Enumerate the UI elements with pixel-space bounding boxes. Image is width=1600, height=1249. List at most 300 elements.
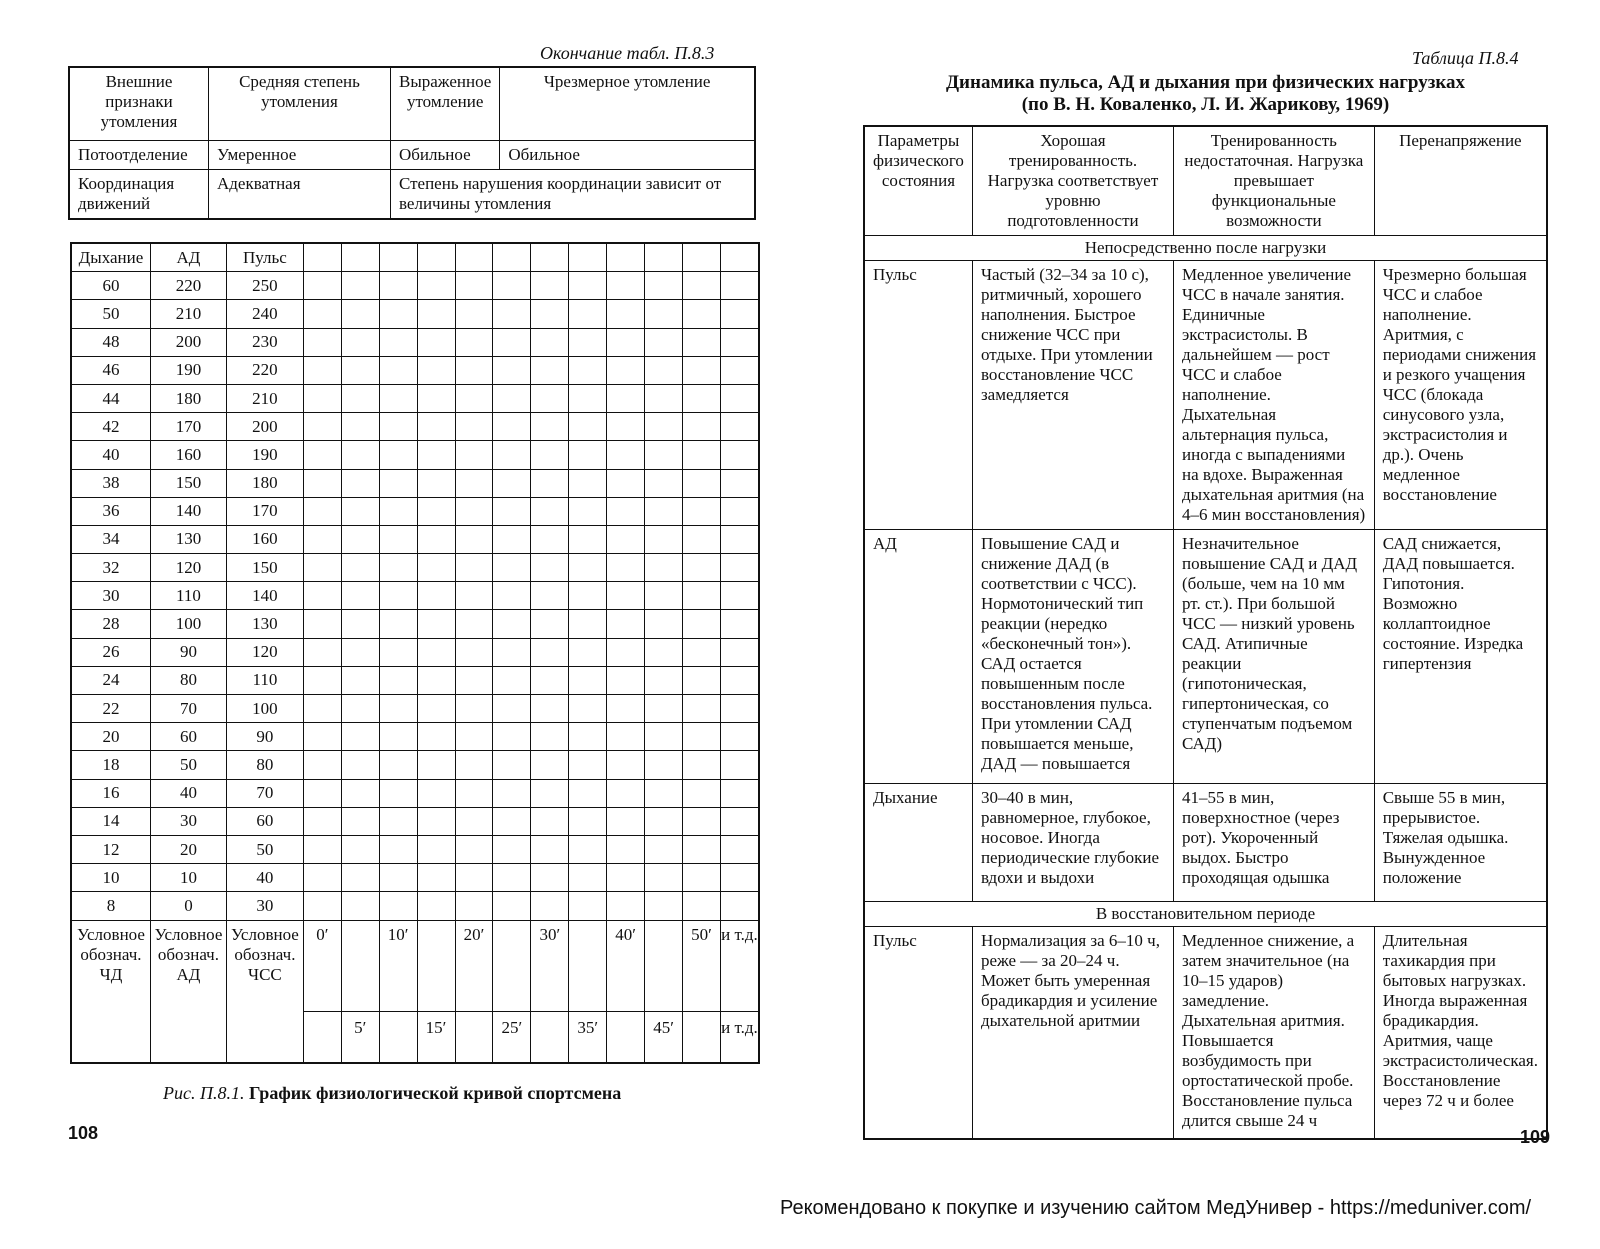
grid-empty-cell [379, 554, 417, 582]
grid-value-cell: 40 [71, 441, 150, 469]
grid-empty-cell [379, 300, 417, 328]
grid-empty-cell [645, 666, 683, 694]
grid-empty-cell [493, 441, 531, 469]
grid-empty-cell [493, 779, 531, 807]
grid-empty-cell [379, 384, 417, 412]
caption-text: График физиологической кривой спортсмена [248, 1083, 622, 1103]
time-mark-bottom: 15′ [417, 1011, 455, 1063]
grid-value-cell: 210 [150, 300, 226, 328]
grid-empty-cell [455, 779, 493, 807]
grid-empty-cell [531, 807, 569, 835]
grid-empty-cell [683, 243, 721, 272]
grid-empty-cell [455, 413, 493, 441]
grid-empty-cell [417, 835, 455, 863]
physiological-curve-grid [70, 242, 760, 1064]
header-cell: Внешние признаки утомления [69, 67, 209, 141]
grid-empty-cell [341, 807, 379, 835]
time-mark-top [493, 920, 531, 1011]
time-mark-bottom [379, 1011, 417, 1063]
time-mark-top: 10′ [379, 920, 417, 1011]
grid-empty-cell [607, 835, 645, 863]
time-mark-top [417, 920, 455, 1011]
grid-empty-cell [683, 582, 721, 610]
table-cell: Потоотделение [69, 141, 209, 170]
grid-empty-cell [645, 892, 683, 920]
grid-value-cell: 42 [71, 413, 150, 441]
grid-row [71, 300, 759, 328]
grid-empty-cell [531, 497, 569, 525]
grid-empty-cell [379, 272, 417, 300]
grid-empty-cell [303, 892, 341, 920]
grid-value-cell: 130 [226, 610, 303, 638]
grid-row [71, 835, 759, 863]
grid-value-cell: 100 [150, 610, 226, 638]
grid-empty-cell [417, 469, 455, 497]
grid-empty-cell [531, 638, 569, 666]
grid-empty-cell [607, 243, 645, 272]
table-cell: Чрезмерно большая ЧСС и слабое наполнение. Аритмия, с периодами снижения и резкого учащения ЧСС (блокада синусового узла, экстрасистолия и др.). Очень медленное восстановление [1374, 261, 1547, 530]
grid-empty-cell [303, 243, 341, 272]
grid-empty-cell [417, 807, 455, 835]
grid-empty-cell [569, 807, 607, 835]
grid-empty-cell [341, 892, 379, 920]
grid-empty-cell [455, 864, 493, 892]
grid-empty-cell [569, 582, 607, 610]
time-mark-top: 0′ [303, 920, 341, 1011]
grid-value-cell: 16 [71, 779, 150, 807]
table-title [863, 72, 1548, 116]
grid-empty-cell [531, 835, 569, 863]
grid-value-cell: 36 [71, 497, 150, 525]
grid-legend-cell: Условное обознач. ЧД [71, 920, 150, 1063]
grid-value-cell: 48 [71, 328, 150, 356]
grid-empty-cell [720, 243, 759, 272]
grid-empty-cell [720, 807, 759, 835]
grid-empty-cell [569, 666, 607, 694]
table-cell: Повышение САД и снижение ДАД (в соответствии с ЧСС). Нормотонический тип реакции (нередко «бесконечный тон»). САД остается повышенным после восстановления пульса. При утомлении САД повышается меньше, ДАД — повышается [972, 530, 1173, 784]
grid-empty-cell [607, 751, 645, 779]
grid-empty-cell [569, 272, 607, 300]
grid-empty-cell [683, 469, 721, 497]
grid-empty-cell [683, 666, 721, 694]
grid-value-cell: 120 [226, 638, 303, 666]
table-cell: Обильное [391, 141, 500, 170]
grid-empty-cell [455, 243, 493, 272]
grid-value-cell: 50 [71, 300, 150, 328]
table-cell: Незначительное повышение САД и ДАД (больше, чем на 10 мм рт. ст.). При большой ЧСС — низкий уровень САД. Атипичные реакции (гипотоническая, гипертоническая, со ступенчатым подъемом САД) [1174, 530, 1375, 784]
pulse-bp-breathing-table [863, 125, 1548, 1140]
grid-empty-cell [341, 666, 379, 694]
grid-empty-cell [531, 779, 569, 807]
table-continuation-label: Окончание табл. П.8.3 [540, 43, 715, 63]
grid-empty-cell [493, 638, 531, 666]
grid-empty-cell [531, 666, 569, 694]
grid-value-cell: 100 [226, 695, 303, 723]
grid-empty-cell [303, 582, 341, 610]
grid-empty-cell [417, 610, 455, 638]
grid-empty-cell [341, 779, 379, 807]
grid-empty-cell [607, 695, 645, 723]
table-title-line1: Динамика пульса, АД и дыхания при физических нагрузках [945, 72, 1465, 93]
grid-empty-cell [531, 610, 569, 638]
grid-empty-cell [303, 638, 341, 666]
grid-empty-cell [303, 525, 341, 553]
grid-empty-cell [341, 469, 379, 497]
grid-header-row [71, 243, 759, 272]
grid-empty-cell [683, 525, 721, 553]
section-heading: В восстановительном периоде [864, 902, 1547, 927]
grid-row [71, 892, 759, 920]
grid-empty-cell [683, 835, 721, 863]
grid-empty-cell [493, 835, 531, 863]
grid-empty-cell [379, 638, 417, 666]
grid-empty-cell [303, 807, 341, 835]
grid-empty-cell [645, 328, 683, 356]
grid-value-cell: 20 [71, 723, 150, 751]
table-cell: Обильное [500, 141, 755, 170]
grid-empty-cell [607, 384, 645, 412]
table-cell: Длительная тахикардия при бытовых нагрузках. Иногда выраженная брадикардия. Аритмия, чаще экстрасистолическая. Восстановление через 72 ч и более [1374, 927, 1547, 1139]
grid-empty-cell [569, 723, 607, 751]
grid-empty-cell [645, 864, 683, 892]
time-mark-bottom: 35′ [569, 1011, 607, 1063]
grid-empty-cell [531, 525, 569, 553]
grid-header-cell: Дыхание [71, 243, 150, 272]
grid-empty-cell [341, 582, 379, 610]
grid-empty-cell [645, 554, 683, 582]
grid-header-cell: Пульс [226, 243, 303, 272]
grid-empty-cell [569, 328, 607, 356]
grid-empty-cell [569, 835, 607, 863]
grid-empty-cell [645, 638, 683, 666]
grid-empty-cell [645, 525, 683, 553]
grid-empty-cell [455, 892, 493, 920]
grid-empty-cell [455, 554, 493, 582]
fatigue-table [68, 66, 756, 220]
param-cell: Дыхание [864, 784, 972, 902]
grid-empty-cell [607, 582, 645, 610]
grid-value-cell: 200 [150, 328, 226, 356]
grid-empty-cell [607, 441, 645, 469]
grid-empty-cell [607, 272, 645, 300]
grid-value-cell: 160 [226, 525, 303, 553]
grid-empty-cell [720, 723, 759, 751]
grid-row [71, 582, 759, 610]
table-cell: Медленное увеличение ЧСС в начале занятия. Единичные экстрасистолы. В дальнейшем — рост ЧСС и слабое наполнение. Дыхательная альтернация пульса, иногда с выпадениями на вдохе. Выраженная дыхательная аритмия (на 4–6 мин восстановления) [1174, 261, 1375, 530]
grid-empty-cell [531, 723, 569, 751]
grid-empty-cell [720, 835, 759, 863]
grid-row [71, 272, 759, 300]
grid-empty-cell [569, 413, 607, 441]
grid-value-cell: 50 [150, 751, 226, 779]
grid-empty-cell [683, 356, 721, 384]
grid-empty-cell [341, 723, 379, 751]
grid-empty-cell [720, 892, 759, 920]
table-cell: 30–40 в мин, равномерное, глубокое, носовое. Иногда периодические глубокие вдохи и выдохи [972, 784, 1173, 902]
grid-empty-cell [417, 300, 455, 328]
grid-empty-cell [303, 666, 341, 694]
grid-empty-cell [303, 300, 341, 328]
grid-empty-cell [379, 807, 417, 835]
grid-empty-cell [645, 441, 683, 469]
grid-empty-cell [493, 243, 531, 272]
grid-empty-cell [417, 272, 455, 300]
grid-empty-cell [341, 356, 379, 384]
param-cell: Пульс [864, 261, 972, 530]
grid-value-cell: 0 [150, 892, 226, 920]
grid-empty-cell [683, 413, 721, 441]
grid-empty-cell [379, 243, 417, 272]
grid-value-cell: 80 [226, 751, 303, 779]
grid-empty-cell [379, 695, 417, 723]
grid-empty-cell [531, 892, 569, 920]
grid-value-cell: 170 [150, 413, 226, 441]
grid-empty-cell [455, 835, 493, 863]
grid-empty-cell [569, 610, 607, 638]
grid-value-cell: 120 [150, 554, 226, 582]
grid-value-cell: 230 [226, 328, 303, 356]
grid-empty-cell [569, 638, 607, 666]
grid-empty-cell [341, 384, 379, 412]
grid-empty-cell [303, 413, 341, 441]
grid-empty-cell [683, 328, 721, 356]
table-title-line2: (по В. Н. Коваленко, Л. И. Жарикову, 1969) [1021, 94, 1390, 115]
grid-empty-cell [455, 695, 493, 723]
grid-value-cell: 8 [71, 892, 150, 920]
grid-empty-cell [720, 554, 759, 582]
grid-value-cell: 150 [226, 554, 303, 582]
grid-value-cell: 80 [150, 666, 226, 694]
grid-empty-cell [607, 497, 645, 525]
grid-empty-cell [379, 835, 417, 863]
grid-empty-cell [607, 525, 645, 553]
grid-empty-cell [531, 469, 569, 497]
grid-empty-cell [645, 469, 683, 497]
grid-empty-cell [720, 751, 759, 779]
grid-empty-cell [379, 497, 417, 525]
grid-empty-cell [720, 300, 759, 328]
grid-empty-cell [341, 695, 379, 723]
time-mark-top [645, 920, 683, 1011]
time-mark-bottom [531, 1011, 569, 1063]
grid-value-cell: 60 [226, 807, 303, 835]
grid-row [71, 779, 759, 807]
grid-empty-cell [303, 356, 341, 384]
grid-empty-cell [379, 666, 417, 694]
grid-empty-cell [455, 356, 493, 384]
time-mark-top: и т.д. [720, 920, 759, 1011]
grid-empty-cell [720, 469, 759, 497]
grid-empty-cell [607, 356, 645, 384]
time-mark-top [569, 920, 607, 1011]
grid-empty-cell [531, 328, 569, 356]
grid-empty-cell [417, 356, 455, 384]
grid-empty-cell [531, 300, 569, 328]
grid-empty-cell [341, 554, 379, 582]
header-cell: Средняя степень утомления [209, 67, 391, 141]
footer-banner[interactable]: Рекомендовано к покупке и изучению сайтом МедУнивер - https://meduniver.com/ [780, 1197, 1532, 1219]
grid-empty-cell [645, 807, 683, 835]
grid-empty-cell [341, 751, 379, 779]
grid-value-cell: 110 [150, 582, 226, 610]
grid-value-cell: 28 [71, 610, 150, 638]
grid-empty-cell [720, 582, 759, 610]
grid-empty-cell [493, 356, 531, 384]
grid-empty-cell [455, 469, 493, 497]
table-cell: Свыше 55 в мин, прерывистое. Тяжелая одышка. Вынужденное положение [1374, 784, 1547, 902]
grid-empty-cell [607, 554, 645, 582]
grid-empty-cell [645, 497, 683, 525]
grid-empty-cell [683, 807, 721, 835]
grid-empty-cell [569, 243, 607, 272]
grid-value-cell: 50 [226, 835, 303, 863]
grid-value-cell: 90 [226, 723, 303, 751]
grid-empty-cell [531, 695, 569, 723]
grid-empty-cell [379, 525, 417, 553]
grid-empty-cell [379, 356, 417, 384]
grid-row [71, 610, 759, 638]
grid-empty-cell [720, 638, 759, 666]
grid-empty-cell [569, 779, 607, 807]
grid-empty-cell [493, 525, 531, 553]
grid-empty-cell [417, 328, 455, 356]
grid-value-cell: 60 [150, 723, 226, 751]
grid-legend-cell: Условное обознач. ЧСС [226, 920, 303, 1063]
grid-empty-cell [531, 864, 569, 892]
grid-empty-cell [720, 328, 759, 356]
grid-empty-cell [607, 807, 645, 835]
grid-empty-cell [417, 582, 455, 610]
grid-empty-cell [379, 864, 417, 892]
grid-empty-cell [645, 384, 683, 412]
grid-empty-cell [607, 300, 645, 328]
table-cell: Координация движений [69, 170, 209, 220]
grid-empty-cell [645, 300, 683, 328]
grid-empty-cell [607, 413, 645, 441]
caption-prefix: Рис. П.8.1. [163, 1083, 245, 1103]
grid-empty-cell [455, 300, 493, 328]
grid-empty-cell [607, 723, 645, 751]
header-cell: Параметры физического состояния [864, 126, 972, 236]
grid-value-cell: 12 [71, 835, 150, 863]
grid-empty-cell [341, 497, 379, 525]
grid-value-cell: 190 [226, 441, 303, 469]
grid-empty-cell [720, 384, 759, 412]
grid-value-cell: 30 [150, 807, 226, 835]
grid-value-cell: 38 [71, 469, 150, 497]
grid-value-cell: 60 [71, 272, 150, 300]
grid-value-cell: 180 [150, 384, 226, 412]
grid-value-cell: 160 [150, 441, 226, 469]
page-number-left: 108 [68, 1123, 99, 1143]
grid-empty-cell [569, 356, 607, 384]
grid-empty-cell [493, 666, 531, 694]
grid-header-cell: АД [150, 243, 226, 272]
grid-empty-cell [531, 441, 569, 469]
grid-row [71, 695, 759, 723]
grid-empty-cell [531, 272, 569, 300]
grid-value-cell: 30 [71, 582, 150, 610]
table-cell: САД снижается, ДАД повышается. Гипотония. Возможно коллаптоидное состояние. Изредка гипертензия [1374, 530, 1547, 784]
grid-empty-cell [493, 554, 531, 582]
grid-empty-cell [531, 582, 569, 610]
grid-value-cell: 240 [226, 300, 303, 328]
grid-empty-cell [531, 384, 569, 412]
grid-value-cell: 10 [71, 864, 150, 892]
grid-value-cell: 20 [150, 835, 226, 863]
grid-empty-cell [569, 892, 607, 920]
header-cell: Хорошая тренированность. Нагрузка соответствует уровню подготовленности [972, 126, 1173, 236]
time-mark-bottom [303, 1011, 341, 1063]
grid-empty-cell [645, 751, 683, 779]
grid-empty-cell [569, 864, 607, 892]
grid-value-cell: 30 [226, 892, 303, 920]
grid-empty-cell [455, 328, 493, 356]
grid-empty-cell [379, 328, 417, 356]
grid-value-cell: 26 [71, 638, 150, 666]
grid-empty-cell [493, 751, 531, 779]
grid-row [71, 666, 759, 694]
grid-empty-cell [417, 864, 455, 892]
grid-empty-cell [455, 582, 493, 610]
time-mark-bottom: 5′ [341, 1011, 379, 1063]
grid-value-cell: 10 [150, 864, 226, 892]
grid-empty-cell [683, 723, 721, 751]
grid-empty-cell [683, 610, 721, 638]
param-cell: АД [864, 530, 972, 784]
grid-empty-cell [417, 695, 455, 723]
table-cell: Умеренное [209, 141, 391, 170]
grid-empty-cell [493, 469, 531, 497]
table-cell: 41–55 в мин, поверхностное (через рот). Укороченный выдох. Быстро проходящая одышка [1174, 784, 1375, 902]
grid-empty-cell [379, 892, 417, 920]
grid-empty-cell [493, 864, 531, 892]
grid-empty-cell [645, 835, 683, 863]
grid-empty-cell [303, 497, 341, 525]
grid-legend-cell: Условное обознач. АД [150, 920, 226, 1063]
grid-empty-cell [341, 441, 379, 469]
grid-row [71, 807, 759, 835]
grid-empty-cell [493, 807, 531, 835]
grid-empty-cell [341, 413, 379, 441]
grid-empty-cell [607, 469, 645, 497]
grid-empty-cell [379, 582, 417, 610]
grid-value-cell: 24 [71, 666, 150, 694]
grid-empty-cell [720, 356, 759, 384]
grid-empty-cell [493, 497, 531, 525]
grid-empty-cell [569, 469, 607, 497]
grid-empty-cell [341, 610, 379, 638]
grid-row [71, 554, 759, 582]
grid-empty-cell [645, 413, 683, 441]
grid-value-cell: 180 [226, 469, 303, 497]
grid-value-cell: 18 [71, 751, 150, 779]
grid-empty-cell [683, 638, 721, 666]
grid-empty-cell [455, 807, 493, 835]
grid-row [71, 413, 759, 441]
grid-value-cell: 200 [226, 413, 303, 441]
grid-empty-cell [493, 892, 531, 920]
grid-value-cell: 40 [226, 864, 303, 892]
grid-value-cell: 220 [150, 272, 226, 300]
grid-empty-cell [645, 582, 683, 610]
grid-empty-cell [417, 525, 455, 553]
grid-empty-cell [455, 525, 493, 553]
grid-empty-cell [417, 666, 455, 694]
grid-empty-cell [379, 723, 417, 751]
grid-empty-cell [531, 413, 569, 441]
grid-value-cell: 70 [226, 779, 303, 807]
